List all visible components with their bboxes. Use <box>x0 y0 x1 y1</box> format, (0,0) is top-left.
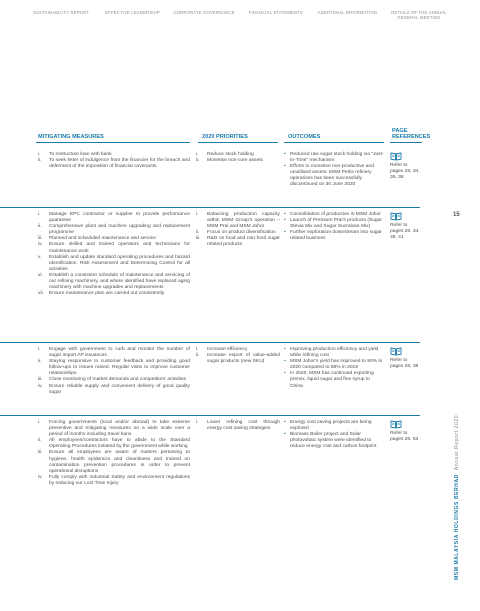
list-item: v. Establish and update standard operating procedures and hazard Identification, Risk Assessment and Determining Control for all activities <box>38 254 190 272</box>
list-item: • Consolidation of production in MSM Johor <box>284 212 381 217</box>
list-item: i. Forcing governments (local and/or abroad) to take extreme preventive and mitigating measures on a wide scale over a period of months including travel bans <box>38 420 190 438</box>
list-item: • Energy cost saving projects are being explored <box>284 420 372 432</box>
list-item: ii. To seek letter of indulgence from the financier for the breach and deferment of the imposition of financial covenants <box>38 158 190 170</box>
list-item: i. Balancing production capacity within MSM Group's operation – MSM Prai and MSM Johor <box>196 212 280 230</box>
list-item: iv. Ensure reliable supply and convenient delivery of good quality sugar <box>38 383 190 395</box>
reference-cell <box>390 212 422 241</box>
header-outcomes: OUTCOMES <box>288 134 321 140</box>
list-item: vi. Establish a consistent schedule of maintenance and servicing of our refining machinery, and where identified have replaced aging machinery with machine upgrades and replacements <box>38 272 190 291</box>
list-item: i. To restructure loan with bank <box>38 152 112 157</box>
mitigating-cell <box>38 347 190 396</box>
top-navigation <box>30 10 450 20</box>
vertical-report-title <box>452 270 462 580</box>
table-row <box>0 148 420 208</box>
header-underline <box>36 142 190 143</box>
table-row <box>0 416 420 544</box>
header-page-references: PAGE REFERENCES <box>392 128 431 140</box>
priorities-cell <box>196 347 280 365</box>
page-reference[interactable]: Refer to pages 28, 38 <box>390 358 419 369</box>
outcomes-cell <box>284 152 384 189</box>
nav-sustainability-report[interactable]: SUSTAINABILITY REPORT <box>32 10 90 15</box>
nav-additional-information[interactable]: ADDITIONAL INFORMATION <box>317 10 378 15</box>
list-item: iv. Ensure skilled and trained operators and technicians for maintenance work <box>38 242 190 254</box>
outcomes-cell <box>284 347 384 390</box>
priorities-cell <box>196 420 280 432</box>
mitigating-cell <box>38 152 190 170</box>
list-item: vii. Ensure maintenance plan are carried out consistently <box>38 291 165 297</box>
list-item: i. Increase efficiency <box>196 347 248 352</box>
reference-cell <box>390 152 422 181</box>
list-item: ii. Staying responsive to customer feedback and providing good follow-ups to issues raised. Regular visits to improve customer relationships <box>38 359 190 377</box>
nav-agm-details[interactable]: DETAILS OF THE ANNUAL GENERAL MEETING <box>391 10 447 21</box>
nav-corporate-governance[interactable]: CORPORATE GOVERNANCE <box>173 10 235 15</box>
list-item: • Efforts to monetise non-productive and unutilised assets: MSM Perlis refinery operations has been successfully discontinued on 30 June 2020 <box>284 164 374 188</box>
header-underline <box>390 142 422 143</box>
list-item: • Biomass Boiler project and Solar photovoltaic system were identified to reduce energy cost and carbon footprint <box>284 432 377 450</box>
table-row <box>0 208 420 343</box>
list-item: • In 2020, MSM has continued exporting premix, liquid sugar and fine syrup to China <box>284 371 374 389</box>
book-icon <box>390 152 402 161</box>
mitigating-cell <box>38 420 190 487</box>
list-item: ii. Comprehensive plant and machine upgrading and replacement programme <box>38 224 190 236</box>
list-item: • MSM Johor's yield has improved to 90% in 2020 compared to 88% in 2019 <box>284 359 383 371</box>
list-item: iv. Fully comply with Industrial Safety and environment regulations by reducing our Lost Time Injury <box>38 474 190 486</box>
page-reference[interactable]: Refer to pages 28, 53 <box>390 431 419 442</box>
reference-cell <box>390 347 422 370</box>
book-icon <box>390 420 402 429</box>
reference-cell <box>390 420 422 443</box>
list-item: i. Reduce stock holding <box>196 152 254 157</box>
list-item: • Improving production efficiency and yield while refining cost <box>284 347 379 359</box>
header-underline <box>198 142 278 143</box>
nav-financial-statements[interactable]: FINANCIAL STATEMENTS <box>248 10 303 15</box>
priorities-cell <box>196 212 280 249</box>
list-item: ii. All employees/contractors have to abide to the Standard Operating Procedures initiated by the government while working <box>38 438 190 450</box>
list-item: • Launch of Premium Prai's products (Sugar Stevia Mix and Sugar Sucralose Mix) <box>284 218 382 230</box>
list-item: i. Lower refining cost through energy cost saving strategies <box>196 420 280 432</box>
page-reference[interactable]: Refer to pages 28, 34, 38, 41 <box>390 223 420 240</box>
outcomes-cell <box>284 420 384 450</box>
list-item: iii. Planned and scheduled maintenance and service <box>38 236 156 242</box>
list-item: i. Manage EPC contractor or supplier to provide performance guarantee <box>38 212 190 224</box>
list-item: ii. Focus on product diversification <box>196 230 276 236</box>
outcomes-cell <box>284 212 384 242</box>
page-reference[interactable]: Refer to pages 28, 34, 36, 38 <box>390 163 420 180</box>
header-underline <box>284 142 384 143</box>
list-item: i. Engage with government to curb and monitor the number of sugar import AP issuances <box>38 347 190 359</box>
page-number: 15 <box>453 212 460 218</box>
header-2020-priorities: 2020 PRIORITIES <box>202 134 248 140</box>
nav-effective-leadership[interactable]: EFFECTIVE LEADERSHIP <box>105 10 160 15</box>
mitigating-cell <box>38 212 190 297</box>
list-item: iii. R&D on food and non-food sugar related products <box>196 236 280 248</box>
list-item: iii. Ensure all employees are aware of matters pertaining to hygiene, health epidemics and cleanliness and trained on contamination prevention procedures in order to prevent operational disruptions <box>38 450 190 474</box>
priorities-cell <box>196 152 280 164</box>
list-item: iii. Close monitoring of market demands and competitors' activities <box>38 377 187 383</box>
book-icon <box>390 212 402 221</box>
list-item: ii. Monetise non-core assets <box>196 158 263 164</box>
list-item: • Further exploration downstream into sugar related business <box>284 230 382 242</box>
header-mitigating-measures: MITIGATING MEASURES <box>38 134 104 140</box>
table-row <box>0 343 420 416</box>
report-name: Annual Report 2020 <box>454 414 460 471</box>
list-item: ii. Increase export of value-added sugar products (new SKU) <box>196 353 280 365</box>
list-item: • Reduced raw sugar stock holding via "Just-In-Time" mechanism <box>284 152 384 164</box>
table-header <box>0 121 431 143</box>
company-name: MSM MALAYSIA HOLDINGS BERHAD <box>454 474 460 580</box>
book-icon <box>390 347 402 356</box>
